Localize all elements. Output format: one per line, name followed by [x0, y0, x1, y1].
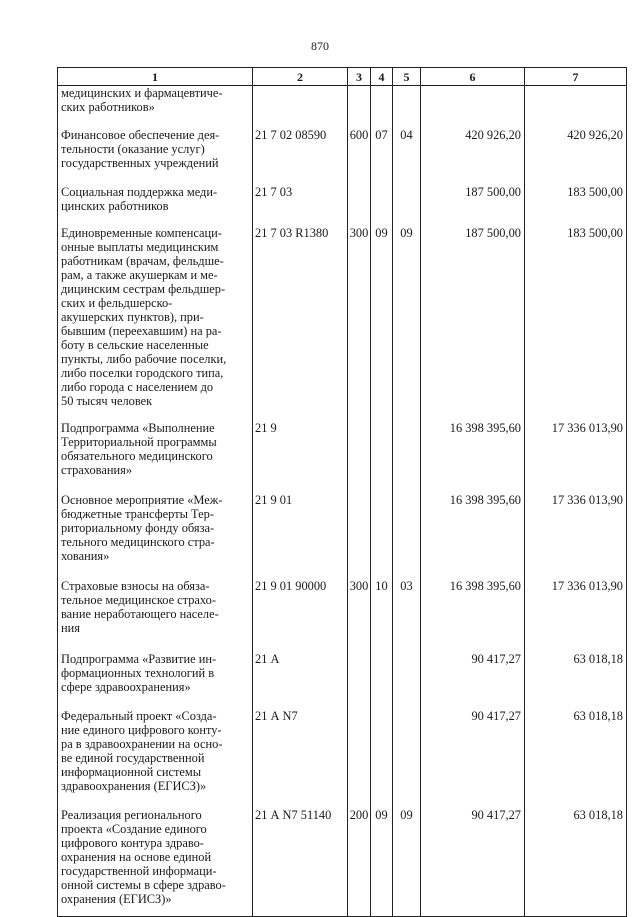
- cell-subsection: [393, 493, 421, 579]
- header-col-1: 1: [58, 68, 253, 86]
- cell-amount-year-1: 90 417,27: [421, 709, 525, 808]
- cell-section: 07: [371, 128, 393, 185]
- table-row: [58, 128, 627, 185]
- cell-target-code: 21 А N7 51140: [253, 808, 348, 917]
- cell-expense-type: 200: [348, 808, 371, 917]
- header-col-7: 7: [525, 68, 627, 86]
- cell-target-code: 21 А N7: [253, 709, 348, 808]
- cell-name: Страховые взносы на обяза- тельное медицинское страхо- вание неработающего населе- ния: [58, 579, 253, 652]
- cell-target-code: 21 7 03 R1380: [253, 226, 348, 421]
- table-header: [58, 68, 627, 86]
- cell-subsection: 04: [393, 128, 421, 185]
- cell-subsection: 03: [393, 579, 421, 652]
- cell-expense-type: 600: [348, 128, 371, 185]
- cell-section: [371, 652, 393, 709]
- cell-amount-year-2: 17 336 013,90: [525, 421, 627, 493]
- cell-amount-year-2: 63 018,18: [525, 709, 627, 808]
- cell-amount-year-1: 90 417,27: [421, 652, 525, 709]
- cell-amount-year-2: 63 018,18: [525, 652, 627, 709]
- cell-section: 09: [371, 808, 393, 917]
- cell-expense-type: [348, 493, 371, 579]
- table-row: [58, 185, 627, 226]
- cell-name: Реализация регионального проекта «Создание единого цифрового контура здраво- охранения на основе единой государственной информаци- онной системы в сфере здраво- охранения (ЕГИСЗ)»: [58, 808, 253, 917]
- cell-subsection: [393, 652, 421, 709]
- cell-amount-year-1: [421, 86, 525, 129]
- header-col-3: 3: [348, 68, 371, 86]
- cell-amount-year-2: 183 500,00: [525, 226, 627, 421]
- table-row: [58, 579, 627, 652]
- cell-expense-type: [348, 652, 371, 709]
- cell-name: Социальная поддержка меди- цинских работников: [58, 185, 253, 226]
- header-col-2: 2: [253, 68, 348, 86]
- cell-name: Основное мероприятие «Меж- бюджетные трансферты Тер- риториальному фонду обяза- тельного медицинского стра- хования»: [58, 493, 253, 579]
- cell-section: 09: [371, 226, 393, 421]
- cell-section: [371, 421, 393, 493]
- cell-amount-year-2: 17 336 013,90: [525, 579, 627, 652]
- table-row: [58, 421, 627, 493]
- budget-table: [57, 67, 627, 917]
- header-col-4: 4: [371, 68, 393, 86]
- cell-amount-year-1: 187 500,00: [421, 185, 525, 226]
- table-body: [58, 86, 627, 917]
- table-row: [58, 493, 627, 579]
- cell-name: Подпрограмма «Выполнение Территориальной программы обязательного медицинского страхования»: [58, 421, 253, 493]
- cell-name: Финансовое обеспечение дея- тельности (оказание услуг) государственных учреждений: [58, 128, 253, 185]
- cell-name: Федеральный проект «Созда- ние единого цифрового конту- ра в здравоохранении на осно- ве единой государственной информационной системы здравоохранения (ЕГИСЗ)»: [58, 709, 253, 808]
- cell-amount-year-1: 16 398 395,60: [421, 421, 525, 493]
- table-row: [58, 86, 627, 129]
- cell-name: медицинских и фармацевтиче- ских работников»: [58, 86, 253, 129]
- cell-section: [371, 493, 393, 579]
- cell-section: [371, 86, 393, 129]
- cell-target-code: 21 7 03: [253, 185, 348, 226]
- cell-amount-year-1: 90 417,27: [421, 808, 525, 917]
- cell-amount-year-2: 63 018,18: [525, 808, 627, 917]
- cell-amount-year-1: 16 398 395,60: [421, 579, 525, 652]
- cell-name: Подпрограмма «Развитие ин- формационных технологий в сфере здравоохранения»: [58, 652, 253, 709]
- table-row: [58, 652, 627, 709]
- cell-expense-type: [348, 421, 371, 493]
- cell-subsection: [393, 421, 421, 493]
- cell-amount-year-2: 420 926,20: [525, 128, 627, 185]
- cell-amount-year-1: 187 500,00: [421, 226, 525, 421]
- cell-subsection: 09: [393, 226, 421, 421]
- cell-subsection: [393, 86, 421, 129]
- cell-subsection: [393, 709, 421, 808]
- cell-section: [371, 185, 393, 226]
- cell-expense-type: [348, 86, 371, 129]
- header-col-5: 5: [393, 68, 421, 86]
- cell-amount-year-2: [525, 86, 627, 129]
- cell-name: Единовременные компенсаци- онные выплаты медицинским работникам (врачам, фельдше- рам, а также акушеркам и ме- дицинским сестрам фельдшер- ских и фельдшерско- акушерских пунктов), при- бывшим (переехавшим) на ра- боту в сельские населенные пункты, либо рабочие поселки, либо поселки городского типа, либо города с населением до 50 тысяч человек: [58, 226, 253, 421]
- cell-amount-year-1: 16 398 395,60: [421, 493, 525, 579]
- cell-expense-type: [348, 709, 371, 808]
- cell-expense-type: 300: [348, 579, 371, 652]
- cell-target-code: 21 9 01: [253, 493, 348, 579]
- cell-target-code: 21 9: [253, 421, 348, 493]
- table-row: [58, 709, 627, 808]
- cell-expense-type: 300: [348, 226, 371, 421]
- cell-amount-year-1: 420 926,20: [421, 128, 525, 185]
- cell-subsection: [393, 185, 421, 226]
- cell-section: [371, 709, 393, 808]
- cell-expense-type: [348, 185, 371, 226]
- header-row: [58, 68, 627, 86]
- cell-amount-year-2: 17 336 013,90: [525, 493, 627, 579]
- cell-section: 10: [371, 579, 393, 652]
- cell-target-code: 21 А: [253, 652, 348, 709]
- cell-target-code: 21 7 02 08590: [253, 128, 348, 185]
- cell-target-code: [253, 86, 348, 129]
- header-col-6: 6: [421, 68, 525, 86]
- page-number: 870: [311, 39, 329, 53]
- table-row: [58, 808, 627, 917]
- cell-target-code: 21 9 01 90000: [253, 579, 348, 652]
- cell-amount-year-2: 183 500,00: [525, 185, 627, 226]
- cell-subsection: 09: [393, 808, 421, 917]
- table-row: [58, 226, 627, 421]
